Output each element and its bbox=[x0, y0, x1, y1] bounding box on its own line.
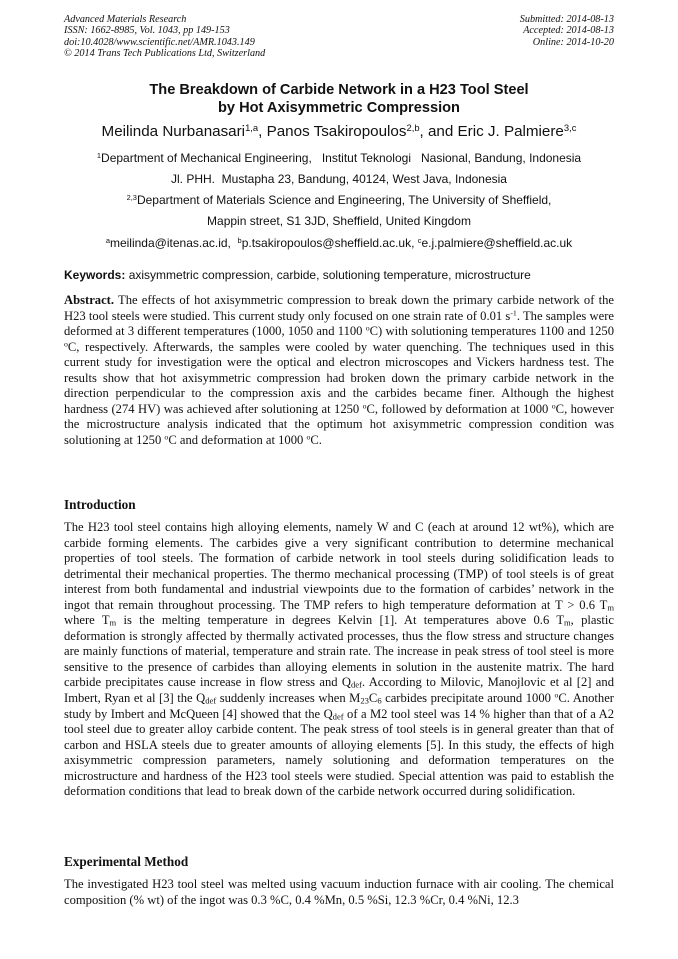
affiliation-text: Jl. PHH. Mustapha 23, Bandung, 40124, West Java, Indonesia bbox=[171, 172, 507, 186]
email-marker: c bbox=[417, 235, 422, 245]
email-marker: a bbox=[105, 235, 110, 245]
doi-line: doi:10.4028/www.scientific.net/AMR.1043.149 bbox=[64, 36, 255, 48]
abstract-text: The effects of hot axisymmetric compression to break down the primary carbide network of the H23 tool steels were studied. This current study only focused on one strain rate of 0.01 s bbox=[64, 293, 614, 323]
author-marker: 1,a bbox=[245, 121, 259, 133]
abstract-text: C, however the microstructure analysis indicated that the optimum hot axisymmetric compression condition was solutioning at 1250 bbox=[64, 401, 614, 447]
superscript: o bbox=[306, 432, 311, 442]
affiliation-1-line-1 bbox=[0, 151, 678, 165]
subscript: m bbox=[607, 602, 614, 613]
experimental-heading: Experimental Method bbox=[64, 854, 189, 869]
accepted-date: Accepted: 2014-08-13 bbox=[523, 25, 614, 37]
journal-header bbox=[64, 14, 265, 60]
superscript: -1 bbox=[510, 308, 517, 318]
abstract-text: C, respectively. Afterwards, the samples were cooled by water quenching. The techniques used in this current study for investigation were the optical and electron microscopes and Vickers hardness test. The results show that hot axisymmetric compression had broken down the primary carbide network in the direction perpendicular to the compression axis and the carbides became finer. Although the highest hardness (274 HV) was achieved after solutioning at 1250 bbox=[64, 339, 614, 416]
author-marker: 3,c bbox=[563, 121, 577, 133]
keywords-label: Keywords: bbox=[64, 268, 126, 282]
abstract-text: C, followed by deformation at 1000 bbox=[366, 401, 552, 416]
intro-text: . According to Milovic, Manojlovic et al [2] and Imbert, Ryan et al [3] the Q bbox=[64, 675, 614, 706]
author-separator: , bbox=[258, 123, 267, 140]
intro-text: The H23 tool steel contains high alloying elements, namely W and C (each at around 12 wt%), which are carbide forming elements. The carbides give a very significant contribution to determine mechanical properties of tool steels. The formation of carbide network in tool steels during solidification leads to detrimental their mechanical properties. The thermo mechanical processing (TMP) of tool steels is of great interest from both fundamental and industrial viewpoints due to the formation of carbides’ network in the ingot that remain throughout processing. The TMP refers to high temperature deformation at T > 0.6 T bbox=[64, 520, 614, 612]
affiliation-2-line-2 bbox=[0, 214, 678, 228]
subscript: m bbox=[564, 617, 571, 628]
keywords-text: axisymmetric compression, carbide, solutioning temperature, microstructure bbox=[125, 268, 531, 282]
copyright-line: © 2014 Trans Tech Publications Ltd, Switzerland bbox=[64, 48, 266, 60]
abstract-label: Abstract. bbox=[64, 293, 115, 307]
paper-title bbox=[0, 81, 678, 117]
email-line bbox=[0, 236, 678, 250]
subscript: def bbox=[351, 680, 362, 691]
superscript: o bbox=[362, 401, 367, 411]
superscript: o bbox=[551, 401, 556, 411]
title-line-1: The Breakdown of Carbide Network in a H23 Tool Steel bbox=[149, 82, 529, 98]
affiliation-2-line-1 bbox=[0, 193, 678, 207]
abstract-text: C) with solutioning temperatures 1100 and 1250 bbox=[369, 324, 614, 339]
affiliation-marker: 1 bbox=[96, 150, 102, 160]
abstract-text: C. bbox=[310, 432, 322, 447]
introduction-heading: Introduction bbox=[64, 497, 136, 512]
issn-line: ISSN: 1662-8985, Vol. 1043, pp 149-153 bbox=[64, 25, 230, 37]
experimental-paragraph: The investigated H23 tool steel was melted using vacuum induction furnace with air cooling. The chemical composition (% wt) of the ingot was 0.3 %C, 0.4 %Mn, 0.5 %Si, 12.3 %Cr, 0.4 %Ni, 12.3 bbox=[64, 877, 614, 907]
intro-text: C bbox=[368, 691, 378, 706]
email-address: p.tsakiropoulos@sheffield.ac.uk, bbox=[241, 236, 418, 250]
affiliation-text: Department of Mechanical Engineering, Institut Teknologi Nasional, Bandung, Indonesia bbox=[101, 151, 582, 165]
subscript: def bbox=[205, 695, 217, 706]
abstract-paragraph bbox=[64, 293, 614, 448]
intro-text: carbides precipitate around 1000 bbox=[381, 691, 555, 706]
abstract-text: . The samples were deformed at 3 different temperatures (1000, 1050 and 1100 bbox=[64, 308, 614, 339]
email-address: meilinda@itenas.ac.id, bbox=[109, 236, 238, 250]
author-list bbox=[0, 123, 678, 140]
affiliation-text: Mappin street, S1 3JD, Sheffield, United Kingdom bbox=[207, 214, 471, 228]
introduction-paragraph bbox=[64, 520, 614, 800]
author-marker: 2,b bbox=[406, 121, 420, 133]
subscript: m bbox=[109, 617, 117, 628]
journal-name: Advanced Materials Research bbox=[64, 14, 187, 25]
subscript: 23 bbox=[360, 695, 369, 706]
intro-text: of a M2 tool steel was 14 % higher than that of a A2 tool steel due to greater alloy carbide content. The peak stress of tool steels is in general greater than that of carbon and HSLA steels due to greater amounts of alloying elements [5]. In this study, the effects of high axisymmetric compression parameters, namely solutioning and deformation temperatures on the microstructure and hardness of the H23 tool steels were studied. Special attention was paid to establish the deformation conditions that lead to break down of the carbide network occurred during solidification. bbox=[64, 706, 615, 799]
subscript: def bbox=[332, 711, 344, 722]
affiliation-1-line-2 bbox=[0, 172, 678, 186]
intro-text: is the melting temperature in degrees Kelvin [1]. At temperatures above 0.6 T bbox=[116, 613, 565, 628]
author-name: Panos Tsakiropoulos bbox=[266, 123, 407, 140]
affiliation-text: Department of Materials Science and Engineering, The University of Sheffield, bbox=[136, 193, 552, 207]
author-name: Meilinda Nurbanasari bbox=[101, 123, 246, 140]
submitted-date: Submitted: 2014-08-13 bbox=[519, 14, 614, 25]
author-separator: , and bbox=[419, 123, 458, 140]
online-date: Online: 2014-10-20 bbox=[532, 36, 614, 48]
title-line-2: by Hot Axisymmetric Compression bbox=[218, 100, 460, 116]
intro-text: C. Another study by Imbert and McQueen [4] showed that the Q bbox=[64, 691, 614, 721]
intro-text: suddenly increases when M bbox=[216, 691, 361, 706]
email-marker: b bbox=[237, 235, 242, 245]
email-address: e.j.palmiere@sheffield.ac.uk bbox=[421, 236, 573, 250]
superscript: o bbox=[554, 690, 559, 700]
keywords bbox=[64, 268, 624, 282]
superscript: o bbox=[64, 339, 68, 349]
superscript: o bbox=[365, 323, 370, 333]
superscript: o bbox=[164, 432, 169, 442]
dates-header bbox=[520, 14, 614, 48]
author-name: Eric J. Palmiere bbox=[457, 123, 564, 140]
intro-text: where T bbox=[64, 613, 110, 628]
abstract-text: C and deformation at 1000 bbox=[168, 432, 307, 447]
intro-text: , plastic deformation is strongly affected by thermally activated processes, thus the flow stress and structure changes are mainly functions of material, temperature and strain rate. The increase in peak stress of tool steel is more sensitive to the presence of carbides than alloying elements in solution in the austenite matrix. The hard carbide precipitates cause increase in flow stress and Q bbox=[64, 613, 614, 690]
subscript: 6 bbox=[377, 695, 382, 706]
affiliation-marker: 2,3 bbox=[126, 192, 137, 202]
